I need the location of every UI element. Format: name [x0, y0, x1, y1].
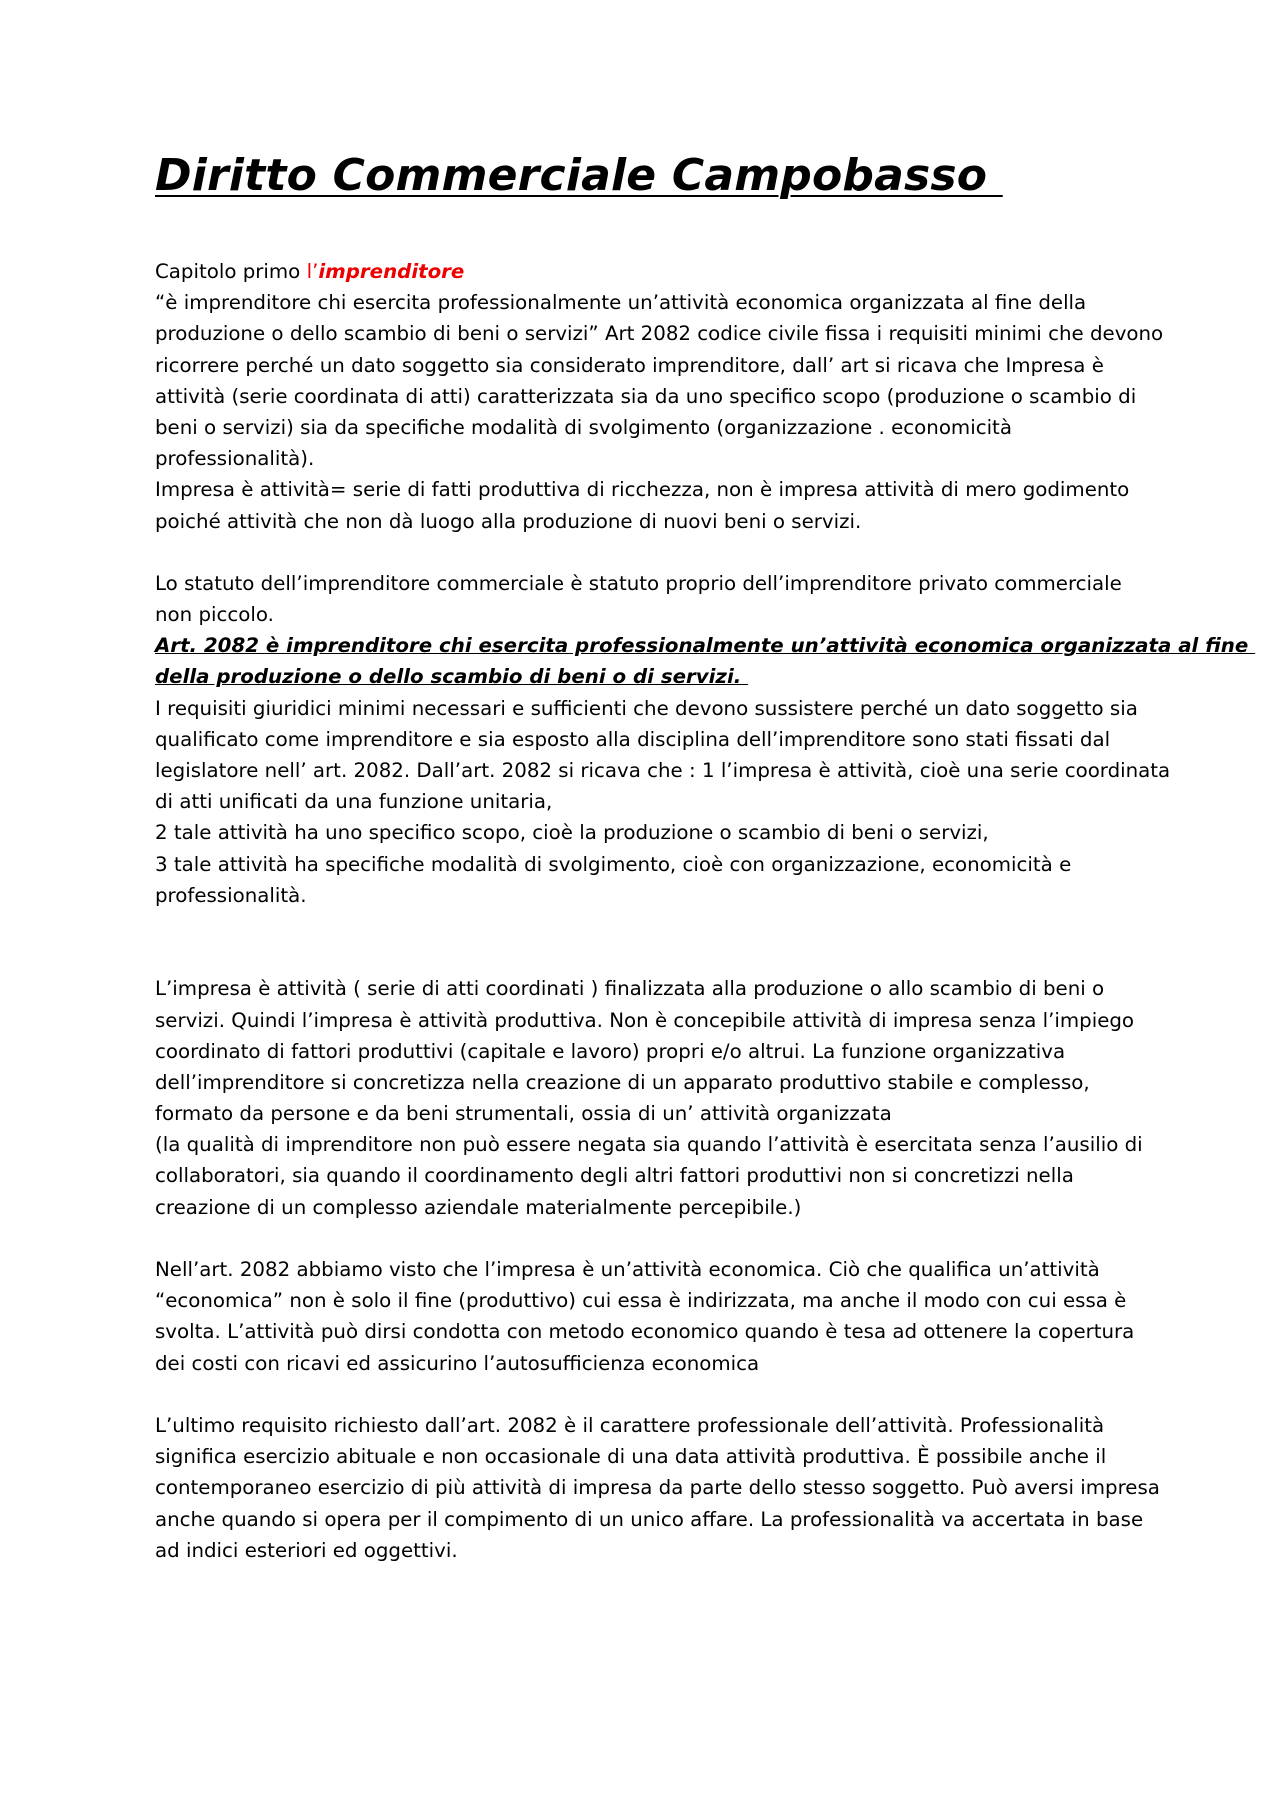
text-line: coordinato di fattori produttivi (capitale e lavoro) propri e/o altrui. La funzione organizzativa: [155, 1039, 1066, 1063]
blank-line: [155, 1379, 1130, 1410]
blank-line: [155, 537, 1130, 568]
text-line: I requisiti giuridici minimi necessari e sufficienti che devono sussistere perché un dato soggetto sia: [155, 696, 1138, 720]
text-line: dell’imprenditore si concretizza nella creazione di un apparato produttivo stabile e complesso,: [155, 1070, 1090, 1094]
text-line: 3 tale attività ha specifiche modalità di svolgimento, cioè con organizzazione, economicità e: [155, 852, 1072, 876]
text-line: poiché attività che non dà luogo alla produzione di nuovi beni o servizi.: [155, 509, 862, 533]
article-heading-line: della produzione o dello scambio di beni o di servizi.: [155, 665, 749, 689]
text-line: Impresa è attività= serie di fatti produttiva di ricchezza, non è impresa attività di mero godimento: [155, 478, 1130, 502]
document-body: [155, 256, 1256, 1566]
article-heading-line: Art. 2082 è imprenditore chi esercita professionalmente un’attività economica organizzata al fine: [155, 634, 1256, 658]
text-line: significa esercizio abituale e non occasionale di una data attività produttiva. È possibile anche il: [155, 1445, 1107, 1469]
text-line: non piccolo.: [155, 603, 274, 627]
blank-line: [155, 1223, 1130, 1254]
paragraph-attivita: [155, 973, 1143, 1223]
text-line: L’ultimo requisito richiesto dall’art. 2082 è il carattere professionale dell’attività. Professionalità: [155, 1413, 1105, 1437]
text-line: creazione di un complesso aziendale materialmente percepibile.): [155, 1195, 802, 1219]
text-line: servizi. Quindi l’impresa è attività produttiva. Non è concepibile attività di impresa senza l’impiego: [155, 1008, 1135, 1032]
text-line: 2 tale attività ha uno specifico scopo, cioè la produzione o scambio di beni o servizi,: [155, 821, 989, 845]
document-page: [155, 148, 1256, 1566]
text-line: formato da persone e da beni strumentali, ossia di un’ attività organizzata: [155, 1102, 892, 1126]
text-line: beni o servizi) sia da specifiche modalità di svolgimento (organizzazione . economicità: [155, 415, 1012, 439]
text-line: Lo statuto dell’imprenditore commerciale è statuto proprio dell’imprenditore privato commerciale: [155, 571, 1122, 595]
chapter-heading: [155, 256, 1130, 287]
text-line: collaboratori, sia quando il coordinamento degli altri fattori produttivi non si concretizzi nella: [155, 1164, 1074, 1188]
text-line: Nell’art. 2082 abbiamo visto che l’impresa è un’attività economica. Ciò che qualifica un’attività: [155, 1258, 1100, 1281]
paragraph-statuto: [155, 568, 1130, 630]
text-line: ad indici esteriori ed oggettivi.: [155, 1538, 458, 1562]
text-line: legislatore nell’ art. 2082. Dall’art. 2082 si ricava che : 1 l’impresa è attività, cioè una serie coordinata: [155, 759, 1171, 782]
text-line: “economica” non è solo il fine (produttivo) cui essa è indirizzata, ma anche il modo con cui essa è: [155, 1289, 1127, 1313]
text-line: L’impresa è attività ( serie di atti coordinati ) finalizzata alla produzione o allo scambio di beni o: [155, 977, 1105, 1001]
chapter-accent-word: imprenditore: [318, 260, 465, 283]
article-heading: [155, 630, 1256, 692]
text-line: svolta. L’attività può dirsi condotta con metodo economico quando è tesa ad ottenere la copertura: [155, 1320, 1135, 1344]
paragraph-requisiti: [155, 693, 1171, 911]
text-line: (la qualità di imprenditore non può essere negata sia quando l’attività è esercitata senza l’ausilio di: [155, 1133, 1143, 1157]
text-line: attività (serie coordinata di atti) caratterizzata sia da uno specifico scopo (produzione o scambio di: [155, 384, 1137, 408]
text-line: “è imprenditore chi esercita professionalmente un’attività economica organizzata al fine della: [155, 291, 1087, 315]
text-line: anche quando si opera per il compimento di un unico affare. La professionalità va accertata in base: [155, 1507, 1144, 1531]
text-line: ricorrere perché un dato soggetto sia considerato imprenditore, dall’ art si ricava che Impresa è: [155, 353, 1104, 377]
text-line: qualificato come imprenditore e sia esposto alla disciplina dell’imprenditore sono stati fissati dal: [155, 727, 1111, 751]
blank-line: [155, 942, 1130, 973]
paragraph-professionalita: [155, 1410, 1160, 1566]
text-line: contemporaneo esercizio di più attività di impresa da parte dello stesso soggetto. Può aversi impresa: [155, 1476, 1160, 1500]
chapter-accent-prefix: l’: [306, 260, 319, 283]
chapter-prefix: Capitolo primo: [155, 260, 307, 283]
blank-line: [155, 911, 1130, 942]
document-title: Diritto Commerciale Campobasso: [155, 150, 1003, 201]
paragraph-economicita: [155, 1254, 1135, 1379]
text-line: dei costi con ricavi ed assicurino l’autosufficienza economica: [155, 1351, 760, 1375]
text-line: professionalità.: [155, 883, 307, 907]
text-line: professionalità).: [155, 447, 315, 471]
text-line: di atti unificati da una funzione unitaria,: [155, 790, 553, 814]
text-line: produzione o dello scambio di beni o servizi” Art 2082 codice civile fissa i requisiti minimi che devono: [155, 322, 1164, 346]
paragraph-definition: [155, 287, 1164, 537]
